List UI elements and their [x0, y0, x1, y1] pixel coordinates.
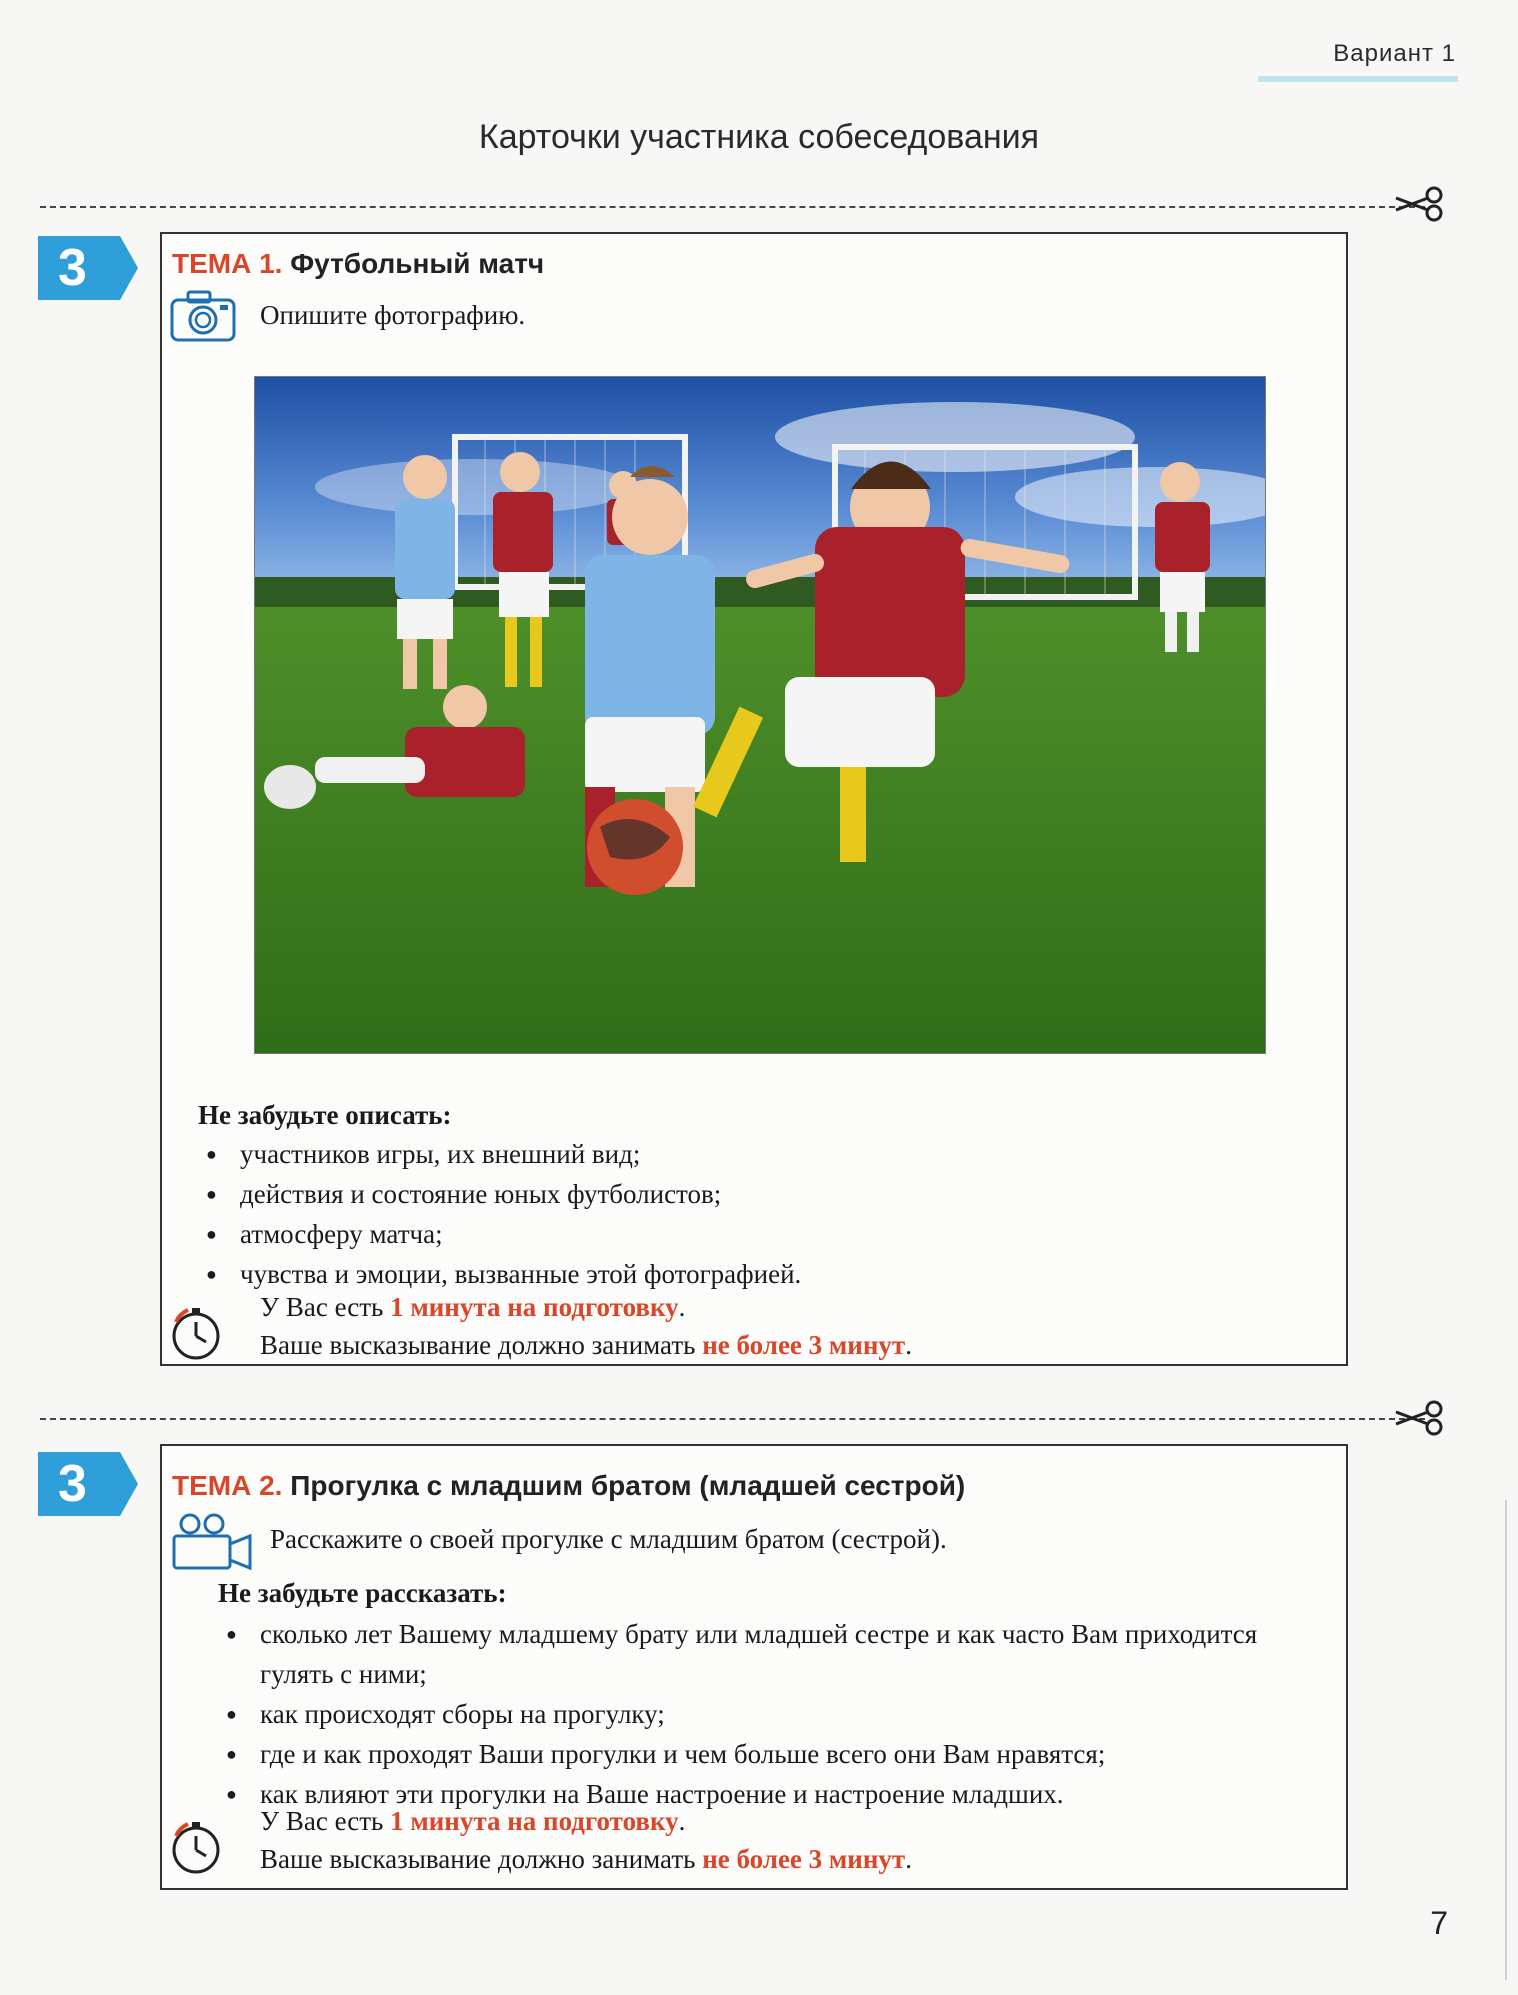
topic-card-1 [160, 232, 1348, 1366]
task-number: 3 [58, 239, 87, 297]
list-item: ● действия и состояние юных футболистов; [198, 1174, 1298, 1214]
prep-time [260, 1802, 912, 1840]
topic-tag: ТЕМА 2. [172, 1470, 283, 1501]
page-title: Карточки участника собеседования [478, 118, 1040, 156]
points-list [218, 1614, 1318, 1814]
topic-title: Футбольный матч [290, 248, 545, 279]
variant-label: Вариант 1 [1333, 40, 1456, 67]
topic-card-2 [160, 1444, 1348, 1890]
cut-line-middle [40, 1418, 1425, 1420]
prep-time-highlight: 1 минута на подготовку [390, 1292, 679, 1322]
list-item: ● участников игры, их внешний вид; [198, 1134, 1298, 1174]
cut-line-top [40, 206, 1425, 208]
talk-time [260, 1840, 912, 1878]
prep-suffix: . [678, 1806, 686, 1836]
list-item: ● где и как проходят Ваши прогулки и чем больше всего они Вам нравятся; [218, 1734, 1318, 1774]
talk-time-highlight: не более 3 минут [702, 1844, 906, 1874]
list-item: ● как происходят сборы на прогулку; [218, 1694, 1318, 1734]
list-item: ● атмосферу матча; [198, 1214, 1298, 1254]
prep-suffix: . [678, 1292, 686, 1322]
stopwatch-icon [166, 1818, 224, 1876]
topic-heading [172, 1470, 965, 1502]
stopwatch-icon [166, 1304, 224, 1362]
talk-suffix: . [905, 1844, 912, 1874]
page-fold-shadow [1505, 1500, 1507, 1980]
prep-time [260, 1288, 912, 1326]
subheading: Не забудьте рассказать: [218, 1578, 507, 1608]
camera-icon [170, 290, 236, 342]
prep-prefix: У Вас есть [260, 1806, 391, 1836]
page-number: 7 [1430, 1905, 1448, 1941]
prep-prefix: У Вас есть [260, 1292, 391, 1322]
instruction-text: Опишите фотографию. [260, 300, 526, 330]
topic-title: Прогулка с младшим братом (младшей сестрой) [290, 1470, 966, 1501]
list-item: ● сколько лет Вашему младшему брату или младшей сестре и как часто Вам приходится гулять с ними; [218, 1614, 1318, 1694]
football-photo [254, 376, 1266, 1054]
points-list [198, 1134, 1298, 1294]
topic-heading [172, 248, 544, 280]
variant-underline [1258, 76, 1458, 82]
talk-time-highlight: не более 3 минут [702, 1330, 906, 1360]
topic-tag: ТЕМА 1. [172, 248, 283, 279]
talk-prefix: Ваше высказывание должно занимать [260, 1330, 703, 1360]
task-number: 3 [58, 1455, 87, 1513]
list-item: ● как влияют эти прогулки на Ваше настроение и настроение младших. [218, 1774, 1318, 1814]
talk-prefix: Ваше высказывание должно занимать [260, 1844, 703, 1874]
video-camera-icon [170, 1512, 254, 1572]
instruction-text: Расскажите о своей прогулке с младшим братом (сестрой). [270, 1524, 947, 1554]
scissors-icon [1392, 1400, 1446, 1436]
subheading: Не забудьте описать: [198, 1100, 452, 1130]
prep-time-highlight: 1 минута на подготовку [390, 1806, 679, 1836]
list-item: ● чувства и эмоции, вызванные этой фотографией. [198, 1254, 1298, 1294]
time-info [260, 1802, 912, 1878]
talk-suffix: . [905, 1330, 912, 1360]
time-info [260, 1288, 912, 1364]
scissors-icon [1392, 186, 1446, 222]
talk-time [260, 1326, 912, 1364]
